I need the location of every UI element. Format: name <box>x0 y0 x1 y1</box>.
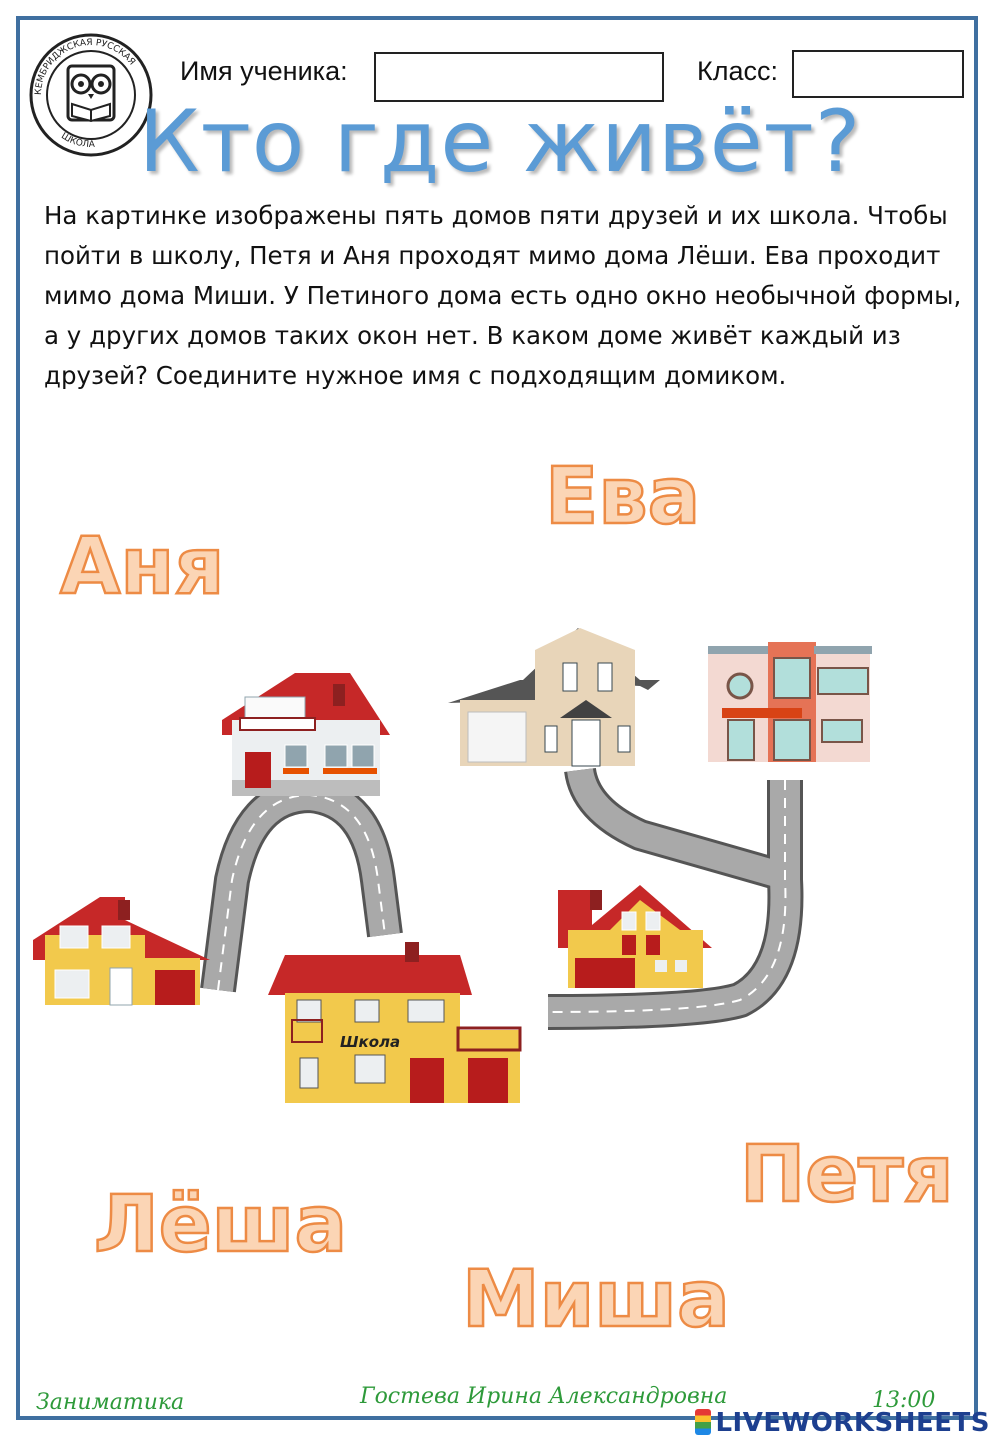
brand-label: LIVEWORKSHEETS <box>715 1408 990 1438</box>
class-label: Класс: <box>697 56 778 86</box>
liveworksheets-brand[interactable] <box>695 1408 990 1438</box>
name-misha[interactable]: Миша <box>462 1255 730 1345</box>
name-lyosha[interactable]: Лёша <box>94 1180 348 1270</box>
house-white-balcony <box>222 673 390 796</box>
house-beige-garage <box>448 628 660 766</box>
svg-text:КЕМБРИДЖСКАЯ РУССКАЯ: КЕМБРИДЖСКАЯ РУССКАЯ <box>33 37 137 96</box>
page-title: Кто где живёт? <box>138 92 862 192</box>
footer-subject: Заниматика <box>36 1390 185 1415</box>
svg-text:ШКОЛА: ШКОЛА <box>59 131 96 151</box>
student-name-label: Имя ученика: <box>180 56 348 86</box>
task-instructions: На картинке изображены пять домов пяти друзей и их школа. Чтобы пойти в школу, Петя и Аня проходят мимо дома Лёши. Ева проходит мимо дома Миши. У Петиного дома есть одно окно необычной формы, а у других домов таких окон нет. В каком доме живёт каждый из друзей? Соедините нужное имя с подходящим домиком. <box>44 201 962 390</box>
name-petya[interactable]: Петя <box>740 1130 954 1220</box>
name-anya[interactable]: Аня <box>60 522 225 612</box>
name-eva[interactable]: Ева <box>545 452 701 542</box>
liveworksheets-logo-icon <box>695 1409 711 1435</box>
footer-author: Гостева Ирина Александровна <box>360 1384 728 1409</box>
footer-time: 13:00 <box>872 1388 936 1413</box>
house-modern-round-window <box>708 642 872 762</box>
school-building <box>268 942 520 1103</box>
house-yellow-left <box>33 897 210 1005</box>
school-sign: Школа <box>340 1033 401 1051</box>
house-yellow-right <box>558 885 712 988</box>
